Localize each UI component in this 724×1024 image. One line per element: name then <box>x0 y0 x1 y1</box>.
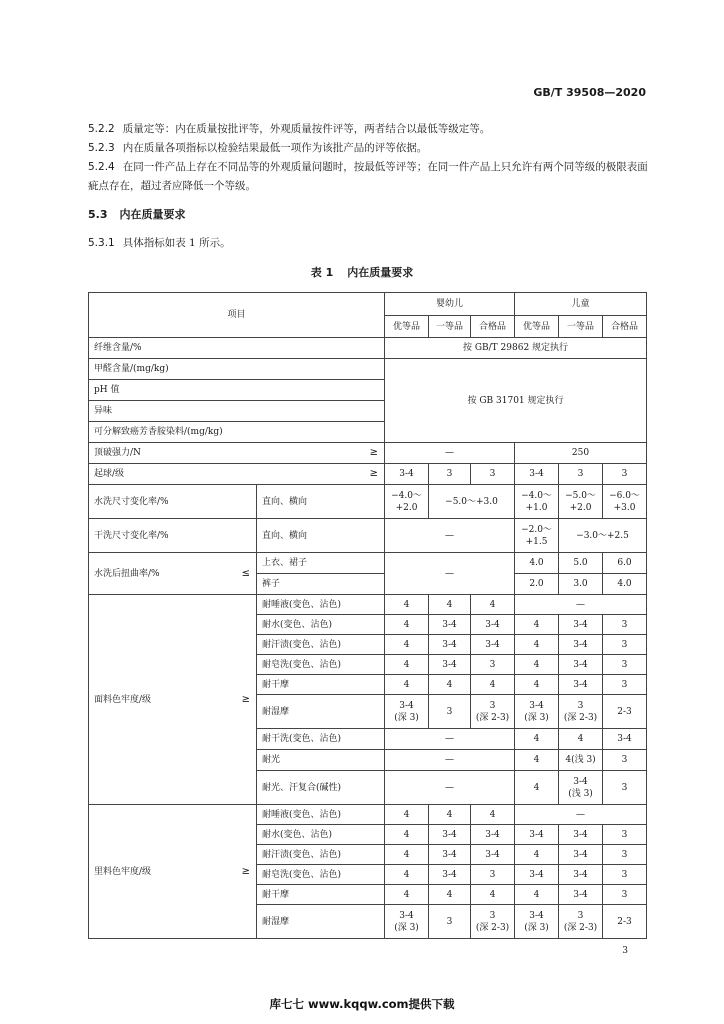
cell-value: 3 <box>429 464 471 485</box>
part-label: 裤子 <box>257 574 385 595</box>
cell-value: 3-4 <box>385 464 429 485</box>
value-note: (深 3) <box>524 712 549 723</box>
cell-value: 4 <box>515 885 559 905</box>
cell-value: 3-4 <box>559 675 603 695</box>
cell-value: −5.0～+2.0 <box>559 485 603 519</box>
cell-value <box>471 905 515 939</box>
value-line: 3 <box>489 910 496 921</box>
cell-value: 3 <box>603 655 647 675</box>
cell-value: −4.0～+1.0 <box>515 485 559 519</box>
cell-value: 3 <box>603 845 647 865</box>
cell-value: 3-4 <box>559 845 603 865</box>
cell-value: 3 <box>603 771 647 805</box>
cell-value: 按 GB/T 29862 规定执行 <box>385 338 647 359</box>
cell-value: 3 <box>471 655 515 675</box>
test-name: 耐干摩 <box>257 885 385 905</box>
test-name: 耐唾液(变色、沾色) <box>257 805 385 825</box>
cell-value: 3-4 <box>515 865 559 885</box>
cell-value: 3 <box>603 635 647 655</box>
section-number: 5.3 <box>88 208 108 221</box>
cell-value: 4 <box>515 675 559 695</box>
test-name: 耐皂洗(变色、沾色) <box>257 865 385 885</box>
cell-value: — <box>385 443 515 464</box>
cell-value: 4(浅 3) <box>559 750 603 771</box>
cell-value: 3-4 <box>429 615 471 635</box>
cell-value: 3-4 <box>515 464 559 485</box>
cell-value: 4 <box>471 595 515 615</box>
test-name: 耐水(变色、沾色) <box>257 615 385 635</box>
label-text: 里料色牢度/级 <box>94 866 152 877</box>
cell-value: 3-4 <box>429 635 471 655</box>
test-name: 耐汗渍(变色、沾色) <box>257 845 385 865</box>
cell-value: — <box>385 553 515 595</box>
value-note: (深 3) <box>394 712 419 723</box>
table-caption <box>0 264 724 280</box>
test-name: 耐光、汗复合(碱性) <box>257 771 385 805</box>
comparator: ≥ <box>241 693 250 705</box>
direction-label: 直向、横向 <box>257 519 385 553</box>
test-name: 耐汗渍(变色、沾色) <box>257 635 385 655</box>
cell-value: 2-3 <box>603 905 647 939</box>
cell-value: 3-4 <box>471 845 515 865</box>
cell-value: 3-4 <box>559 635 603 655</box>
value-line: 3 <box>577 910 584 921</box>
row-label <box>89 443 385 464</box>
grade-header: 合格品 <box>471 316 515 338</box>
cell-value: 4 <box>385 615 429 635</box>
value-note: (浅 3) <box>568 788 593 799</box>
row-label <box>89 464 385 485</box>
row-label <box>89 805 257 939</box>
row-label: 甲醛含量/(mg/kg) <box>89 359 385 380</box>
cell-value: 4 <box>471 885 515 905</box>
cell-value: 3-4 <box>429 655 471 675</box>
cell-value: 3 <box>429 695 471 729</box>
row-label: 水洗尺寸变化率/% <box>89 485 257 519</box>
cell-value: 3-4 <box>471 635 515 655</box>
cell-value: — <box>385 750 515 771</box>
value-note: (深 2-3) <box>475 712 510 723</box>
comparator: ≤ <box>241 567 250 579</box>
value-line: 3-4 <box>573 776 588 787</box>
cell-value <box>385 905 429 939</box>
cell-value: 5.0 <box>559 553 603 574</box>
clause-number: 5.3.1 <box>88 237 115 249</box>
cell-value: 4.0 <box>603 574 647 595</box>
cell-value: 3 <box>603 825 647 845</box>
grade-header: 优等品 <box>385 316 429 338</box>
header-infant: 婴幼儿 <box>385 293 515 316</box>
test-name: 耐皂洗(变色、沾色) <box>257 655 385 675</box>
clause-number: 5.2.4 <box>88 161 115 173</box>
section-heading <box>88 206 186 222</box>
cell-value: 3-4 <box>429 865 471 885</box>
cell-value: 3-4 <box>515 825 559 845</box>
page-number: 3 <box>622 946 628 956</box>
cell-value: 4 <box>515 845 559 865</box>
cell-value: 4 <box>471 805 515 825</box>
test-name: 耐干洗(变色、沾色) <box>257 729 385 750</box>
download-watermark[interactable]: 库七七 www.kqqw.com提供下载 <box>269 997 455 1011</box>
cell-value: — <box>515 595 647 615</box>
cell-value: 4 <box>385 885 429 905</box>
value-note: (深 3) <box>524 922 549 933</box>
cell-value: — <box>385 729 515 750</box>
value-line: 3-4 <box>529 700 544 711</box>
cell-value: 4 <box>385 805 429 825</box>
cell-value: 3-4 <box>559 865 603 885</box>
clause-text: 内在质量各项指标以检验结果最低一项作为该批产品的评等依据。 <box>122 142 428 154</box>
cell-value: 3-4 <box>559 615 603 635</box>
cell-value: 4 <box>429 885 471 905</box>
quality-requirements-table <box>88 292 647 939</box>
part-label: 上衣、裙子 <box>257 553 385 574</box>
cell-value <box>559 905 603 939</box>
cell-value: 2.0 <box>515 574 559 595</box>
standard-number: GB/T 39508—2020 <box>533 86 646 99</box>
clause-number: 5.2.3 <box>88 142 115 154</box>
cell-value: 3-4 <box>603 729 647 750</box>
cell-value: 3 <box>603 750 647 771</box>
cell-value: 4 <box>515 750 559 771</box>
cell-value: −5.0～+3.0 <box>429 485 515 519</box>
cell-value: 250 <box>515 443 647 464</box>
cell-value: — <box>515 805 647 825</box>
cell-value: — <box>385 771 515 805</box>
cell-value: 3 <box>471 464 515 485</box>
cell-value: 3-4 <box>471 825 515 845</box>
cell-value: 3-4 <box>559 655 603 675</box>
clause-5-2-4 <box>88 158 648 196</box>
cell-value: 3 <box>429 905 471 939</box>
row-label: 异味 <box>89 401 385 422</box>
cell-value: 4 <box>515 615 559 635</box>
comparator: ≥ <box>241 865 250 877</box>
clause-5-2-3 <box>88 139 648 158</box>
direction-label: 直向、横向 <box>257 485 385 519</box>
label-text: 水洗后扭曲率/% <box>94 568 160 579</box>
test-name: 耐光 <box>257 750 385 771</box>
cell-value: 3.0 <box>559 574 603 595</box>
cell-value: 3 <box>603 464 647 485</box>
value-note: (深 2-3) <box>563 922 598 933</box>
cell-value: 3-4 <box>471 615 515 635</box>
clause-text: 在同一件产品上存在不同品等的外观质量问题时，按最低等评等；在同一件产品上只允许有两个同等级的极限表面疵点存在，超过者应降低一个等级。 <box>88 161 648 192</box>
grade-header: 合格品 <box>603 316 647 338</box>
value-line: 3-4 <box>399 700 414 711</box>
row-label: pH 值 <box>89 380 385 401</box>
cell-value: 4.0 <box>515 553 559 574</box>
cell-value: 3-4 <box>429 825 471 845</box>
table-label: 表 1 <box>310 266 334 279</box>
value-note: (深 3) <box>394 922 419 933</box>
cell-value: 4 <box>385 675 429 695</box>
cell-value: 3-4 <box>429 845 471 865</box>
cell-value: 4 <box>471 675 515 695</box>
header-item: 项目 <box>89 293 385 338</box>
cell-value: −4.0～+2.0 <box>385 485 429 519</box>
value-note: (深 2-3) <box>563 712 598 723</box>
cell-value: 4 <box>515 635 559 655</box>
value-line: 3 <box>489 700 496 711</box>
test-name: 耐干摩 <box>257 675 385 695</box>
value-line: 3-4 <box>399 910 414 921</box>
cell-value: 3 <box>559 464 603 485</box>
grade-header: 一等品 <box>429 316 471 338</box>
cell-value <box>559 695 603 729</box>
cell-value: 4 <box>429 805 471 825</box>
value-note: (深 2-3) <box>475 922 510 933</box>
test-name: 耐湿摩 <box>257 905 385 939</box>
cell-value: 3 <box>603 615 647 635</box>
clause-text: 质量定等：内在质量按批评等，外观质量按件评等，两者结合以最低等级定等。 <box>122 123 491 135</box>
test-name: 耐湿摩 <box>257 695 385 729</box>
cell-value: 4 <box>515 655 559 675</box>
cell-value: 3 <box>603 675 647 695</box>
cell-value: 4 <box>429 675 471 695</box>
comparator: ≥ <box>369 447 379 458</box>
grade-header: 一等品 <box>559 316 603 338</box>
header-child: 儿童 <box>515 293 647 316</box>
cell-value <box>515 905 559 939</box>
comparator: ≥ <box>369 468 379 479</box>
cell-value: 3 <box>471 865 515 885</box>
clause-5-3-1 <box>88 234 648 253</box>
cell-value <box>471 695 515 729</box>
clause-text: 具体指标如表 1 所示。 <box>122 237 231 249</box>
cell-value: 3 <box>603 885 647 905</box>
cell-value: 4 <box>559 729 603 750</box>
row-label: 可分解致癌芳香胺染料/(mg/kg) <box>89 422 385 443</box>
cell-value: 6.0 <box>603 553 647 574</box>
row-label: 干洗尺寸变化率/% <box>89 519 257 553</box>
grade-header: 优等品 <box>515 316 559 338</box>
cell-value: −6.0～+3.0 <box>603 485 647 519</box>
cell-value: 4 <box>429 595 471 615</box>
cell-value: 2-3 <box>603 695 647 729</box>
value-line: 3 <box>577 700 584 711</box>
cell-value: 4 <box>515 729 559 750</box>
clause-number: 5.2.2 <box>88 123 115 135</box>
label-text: 起球/级 <box>94 469 125 479</box>
label-text: 顶破强力/N <box>94 448 141 458</box>
cell-value: 4 <box>385 635 429 655</box>
cell-value: 3-4 <box>559 885 603 905</box>
row-label <box>89 595 257 805</box>
section-title: 内在质量要求 <box>119 208 186 221</box>
label-text: 面料色牢度/级 <box>94 694 152 705</box>
cell-value: −3.0～+2.5 <box>559 519 647 553</box>
cell-value: 3 <box>603 865 647 885</box>
cell-value: 3-4 <box>559 825 603 845</box>
cell-value: 4 <box>515 771 559 805</box>
value-line: 3-4 <box>529 910 544 921</box>
cell-value <box>559 771 603 805</box>
row-label: 纤维含量/% <box>89 338 385 359</box>
cell-value: 4 <box>385 655 429 675</box>
row-label <box>89 553 257 595</box>
clause-5-2-2 <box>88 120 648 139</box>
cell-value: 4 <box>385 845 429 865</box>
cell-value: 4 <box>385 595 429 615</box>
test-name: 耐唾液(变色、沾色) <box>257 595 385 615</box>
cell-value <box>515 695 559 729</box>
table-title: 内在质量要求 <box>347 266 414 279</box>
cell-value: 4 <box>385 825 429 845</box>
cell-value: 按 GB 31701 规定执行 <box>385 359 647 443</box>
test-name: 耐水(变色、沾色) <box>257 825 385 845</box>
cell-value: — <box>385 519 515 553</box>
cell-value: 4 <box>385 865 429 885</box>
cell-value <box>385 695 429 729</box>
cell-value: −2.0～+1.5 <box>515 519 559 553</box>
